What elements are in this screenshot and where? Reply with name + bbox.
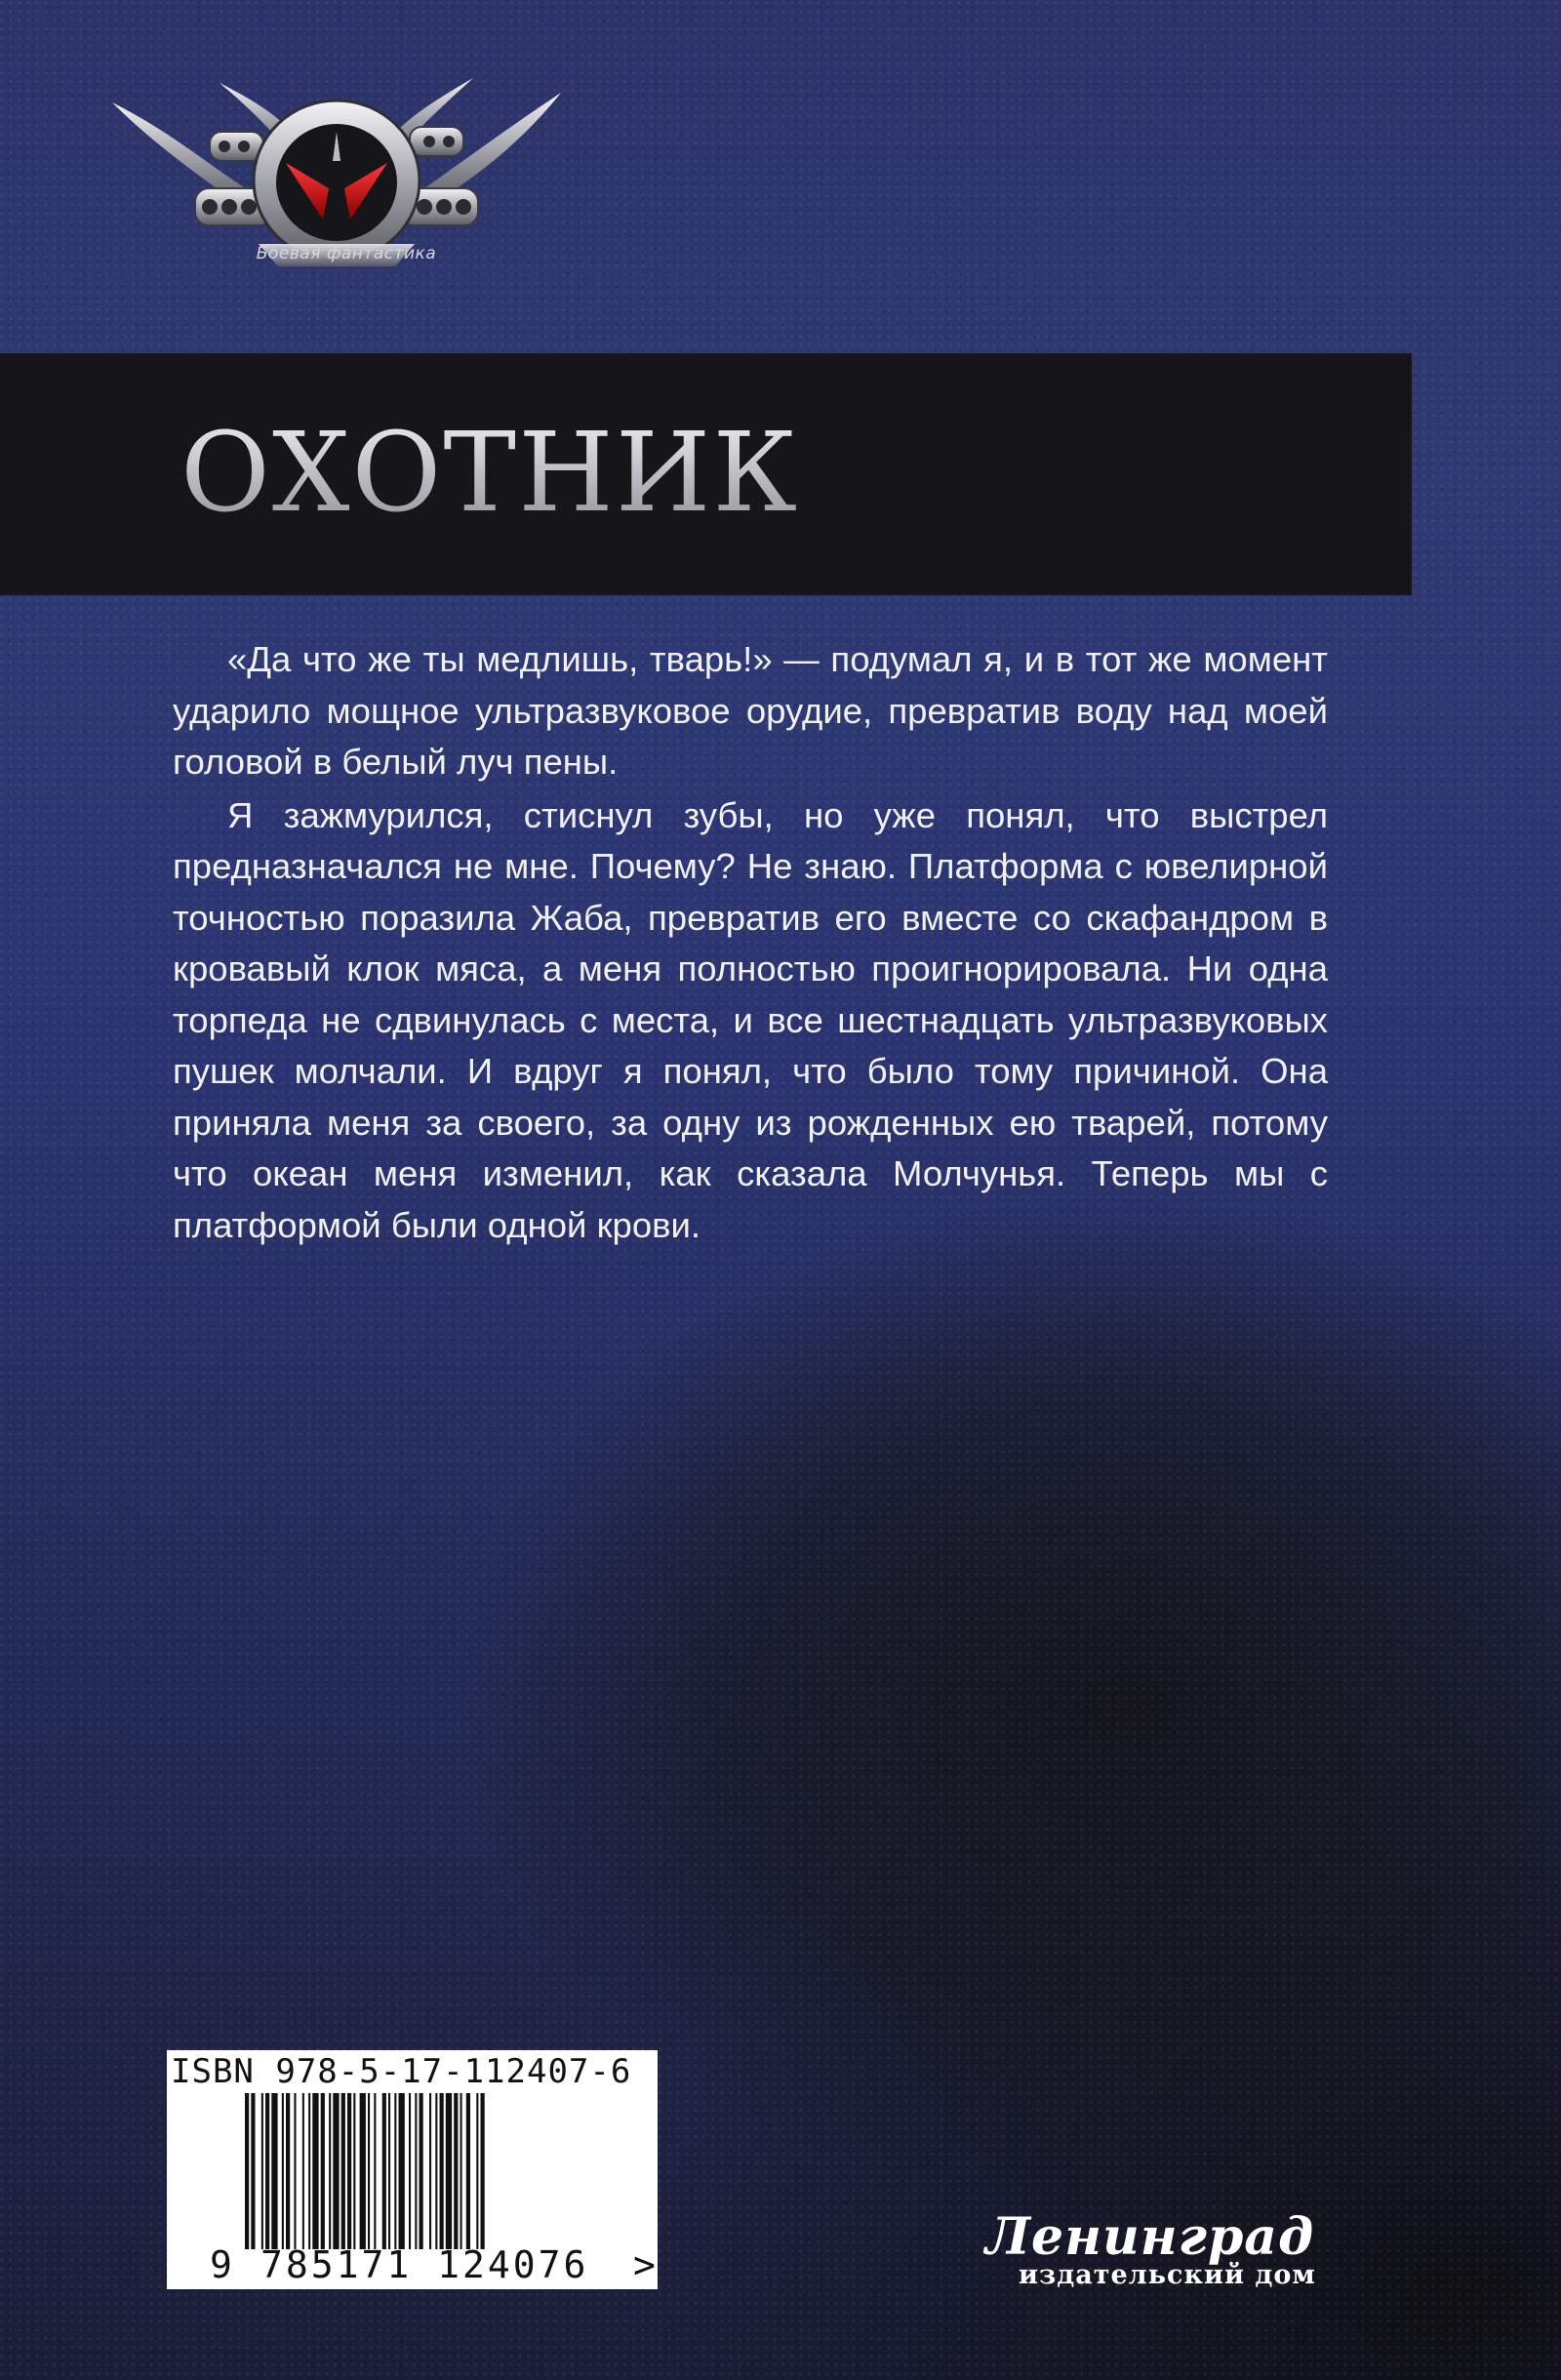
barcode-bar: [261, 2093, 263, 2249]
barcode-bar: [481, 2093, 485, 2249]
barcode-bar: [476, 2093, 478, 2249]
ean-first-digit: 9: [210, 2243, 232, 2286]
barcode-bar: [360, 2093, 366, 2249]
barcode-bar: [302, 2093, 304, 2249]
barcode-bar: [382, 2093, 386, 2249]
barcode-bar: [374, 2093, 376, 2249]
book-title: ОХОТНИК: [180, 410, 800, 537]
barcode-bar: [341, 2093, 345, 2249]
barcode-bar: [265, 2093, 269, 2249]
blurb-paragraph: Я зажмурился, стиснул зубы, но уже понял, что выстрел предназначался не мне. Почему? Не знаю. Платформа с ювелирной точностью поразила Жаба, превратив его вместе со скафандром в кровавый клок мяса, а меня полностью проигнорировала. Ни одна торпеда не сдвинулась с места, и все шестнадцать ультразвуковых пушек молчали. И вдруг я понял, что было тому причиной. Она приняла меня за своего, за одну из рожденных ею тварей, потому что океан меня изменил, как сказала Молчунья. Теперь мы с платформой были одной крови.: [173, 794, 1328, 1245]
barcode-bar: [466, 2093, 470, 2249]
barcode-bar: [312, 2093, 318, 2249]
series-logo-text: Боевая фантастика: [256, 244, 437, 263]
barcode-bar: [394, 2093, 396, 2249]
barcode-bar: [271, 2093, 277, 2249]
barcode-bar: [388, 2093, 390, 2249]
barcode-bar: [308, 2093, 310, 2249]
publisher-name: Ленинград: [985, 2207, 1315, 2267]
barcode-bar: [245, 2093, 249, 2249]
publisher-subtitle: издательский дом: [1019, 2260, 1316, 2290]
barcode-bar: [399, 2093, 405, 2249]
blurb-text: [173, 634, 1328, 1253]
barcode-bar: [333, 2093, 339, 2249]
barcode-bar: [446, 2093, 452, 2249]
barcode-bar: [329, 2093, 331, 2249]
ean-quiet-zone-mark: >: [633, 2243, 656, 2286]
barcode-bar: [368, 2093, 370, 2249]
barcode-bars: [243, 2093, 638, 2249]
barcode-bar: [286, 2093, 290, 2249]
barcode-bar: [282, 2093, 284, 2249]
skull-emblem-icon: [102, 73, 571, 298]
ean-main-digits: 785171 124076: [260, 2243, 589, 2286]
barcode-bar: [435, 2093, 437, 2249]
barcode-bar: [353, 2093, 355, 2249]
barcode-bar: [347, 2093, 351, 2249]
barcode-bar: [294, 2093, 296, 2249]
publisher-logo: [974, 2207, 1335, 2305]
isbn-number: ISBN 978-5-17-112407-6: [171, 2052, 632, 2091]
blurb-paragraph: «Да что же ты медлишь, тварь!» — подумал я, и в тот же момент ударило мощное ультразвуковое орудие, превратив воду над моей головой в белый луч пены.: [173, 639, 1328, 782]
barcode-bar: [409, 2093, 411, 2249]
barcode-bar: [415, 2093, 417, 2249]
barcode-bar: [321, 2093, 325, 2249]
barcode-bar: [251, 2093, 255, 2249]
barcode: [167, 2050, 658, 2289]
barcode-bar: [440, 2093, 444, 2249]
ean-digits: [167, 2243, 658, 2286]
barcode-bar: [454, 2093, 458, 2249]
barcode-bar: [420, 2093, 423, 2249]
barcode-bar: [429, 2093, 431, 2249]
barcode-bar: [460, 2093, 462, 2249]
